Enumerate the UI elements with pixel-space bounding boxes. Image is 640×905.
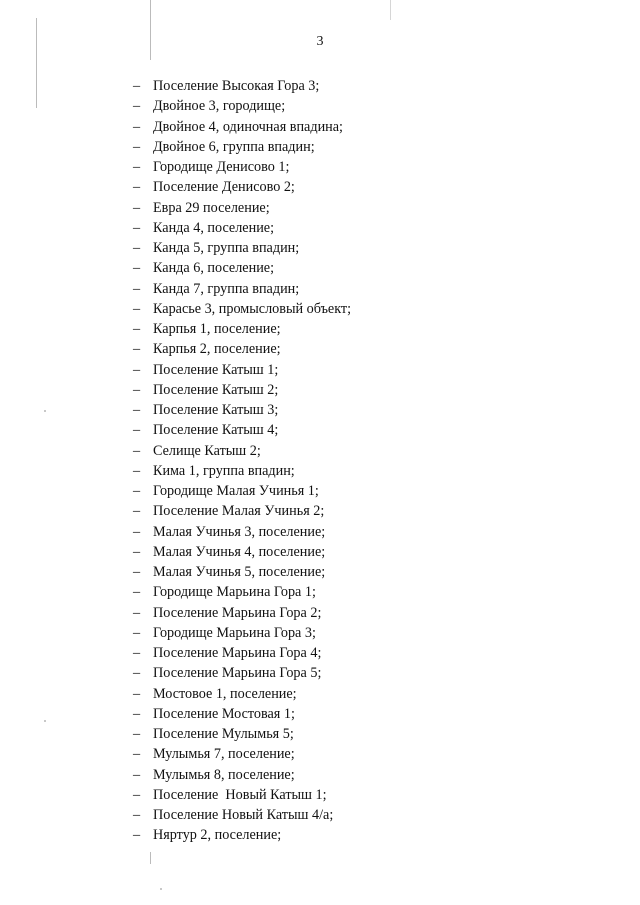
list-item xyxy=(133,441,351,461)
list-dash: – xyxy=(133,280,141,297)
list-item-text: Двойное 6, группа впадин; xyxy=(153,138,315,155)
list-dash: – xyxy=(133,726,141,742)
list-dash: – xyxy=(133,361,141,378)
scan-artifact-dot xyxy=(44,410,46,412)
list-item-text: Мулымья 8, поселение; xyxy=(153,766,295,783)
list-item-text: Городище Марьина Гора 1; xyxy=(153,584,316,601)
list-item-text: Поселение Денисово 2; xyxy=(153,179,295,196)
list-item-text: Малая Учинья 5, поселение; xyxy=(153,564,326,580)
list-item xyxy=(133,501,351,521)
list-dash: – xyxy=(133,807,141,823)
list-item xyxy=(133,360,351,380)
scan-artifact-line xyxy=(150,0,151,60)
list-item xyxy=(133,765,351,785)
list-dash: – xyxy=(133,746,141,763)
list-item xyxy=(133,177,351,197)
list-item xyxy=(133,279,351,299)
list-item-text: Городище Малая Учинья 1; xyxy=(153,483,319,499)
heritage-sites-list xyxy=(133,76,351,846)
page-number: 3 xyxy=(316,34,324,49)
list-item-text: Евра 29 поселение; xyxy=(153,199,270,216)
list-item xyxy=(133,461,351,481)
list-item xyxy=(133,96,351,116)
list-item xyxy=(133,805,351,825)
list-item-text: Поселение Новый Катыш 1; xyxy=(153,786,327,803)
list-item xyxy=(133,198,351,218)
scan-artifact-dot xyxy=(44,720,46,722)
list-item-text: Поселение Катыш 3; xyxy=(153,402,279,418)
list-dash: – xyxy=(133,381,141,398)
list-item-text: Городище Денисово 1; xyxy=(153,159,290,175)
list-dash: – xyxy=(133,827,141,844)
list-item xyxy=(133,522,351,542)
list-dash: – xyxy=(133,240,141,256)
list-dash: – xyxy=(133,665,141,682)
list-item xyxy=(133,299,351,319)
list-dash: – xyxy=(133,766,141,783)
list-dash: – xyxy=(133,503,141,520)
list-dash: – xyxy=(133,584,141,601)
list-dash: – xyxy=(133,179,141,196)
list-item-text: Малая Учинья 4, поселение; xyxy=(153,543,326,560)
list-dash: – xyxy=(133,260,141,277)
list-item-text: Поселение Марьина Гора 5; xyxy=(153,665,322,682)
list-item xyxy=(133,481,351,501)
list-dash: – xyxy=(133,685,141,702)
list-item-text: Поселение Катыш 1; xyxy=(153,361,279,378)
list-item-text: Поселение Новый Катыш 4/а; xyxy=(153,807,334,823)
list-item-text: Поселение Катыш 2; xyxy=(153,381,279,398)
scan-artifact-dot xyxy=(160,888,162,890)
list-item xyxy=(133,744,351,764)
list-item xyxy=(133,542,351,562)
list-item-text: Канда 7, группа впадин; xyxy=(153,280,300,297)
list-dash: – xyxy=(133,78,141,94)
list-dash: – xyxy=(133,705,141,722)
list-dash: – xyxy=(133,159,141,175)
list-dash: – xyxy=(133,341,141,358)
list-item xyxy=(133,420,351,440)
list-item-text: Поселение Мулымья 5; xyxy=(153,726,294,742)
scan-artifact-line xyxy=(150,852,151,864)
list-item xyxy=(133,785,351,805)
list-dash: – xyxy=(133,462,141,479)
list-item xyxy=(133,258,351,278)
list-item xyxy=(133,400,351,420)
list-item xyxy=(133,157,351,177)
list-dash: – xyxy=(133,543,141,560)
list-item-text: Селище Катыш 2; xyxy=(153,442,261,459)
list-dash: – xyxy=(133,786,141,803)
list-item xyxy=(133,339,351,359)
list-item-text: Поселение Высокая Гора 3; xyxy=(153,78,320,94)
list-item-text: Карпья 1, поселение; xyxy=(153,321,281,337)
list-item xyxy=(133,623,351,643)
list-item xyxy=(133,704,351,724)
list-item-text: Канда 5, группа впадин; xyxy=(153,240,300,256)
list-item-text: Поселение Малая Учинья 2; xyxy=(153,503,325,520)
list-item xyxy=(133,663,351,683)
list-item xyxy=(133,684,351,704)
list-dash: – xyxy=(133,604,141,621)
list-item-text: Карпья 2, поселение; xyxy=(153,341,281,358)
list-item xyxy=(133,825,351,845)
list-dash: – xyxy=(133,199,141,216)
list-item xyxy=(133,380,351,400)
list-item-text: Поселение Марьина Гора 4; xyxy=(153,645,322,661)
list-dash: – xyxy=(133,483,141,499)
scan-artifact-line xyxy=(390,0,391,20)
scan-artifact-line xyxy=(36,18,37,108)
list-item-text: Няртур 2, поселение; xyxy=(153,827,282,844)
list-dash: – xyxy=(133,300,141,317)
list-dash: – xyxy=(133,442,141,459)
list-item-text: Канда 4, поселение; xyxy=(153,219,275,236)
list-item xyxy=(133,603,351,623)
list-item-text: Карасье 3, промысловый объект; xyxy=(153,300,352,317)
list-item-text: Мостовое 1, поселение; xyxy=(153,685,297,702)
list-item xyxy=(133,562,351,582)
list-dash: – xyxy=(133,118,141,135)
list-item-text: Канда 6, поселение; xyxy=(153,260,275,277)
list-dash: – xyxy=(133,422,141,439)
list-dash: – xyxy=(133,624,141,641)
list-dash: – xyxy=(133,645,141,661)
list-dash: – xyxy=(133,98,141,115)
list-item-text: Кима 1, группа впадин; xyxy=(153,462,295,479)
list-item-text: Городище Марьина Гора 3; xyxy=(153,624,316,641)
list-item xyxy=(133,238,351,258)
list-dash: – xyxy=(133,402,141,418)
list-item xyxy=(133,218,351,238)
list-dash: – xyxy=(133,321,141,337)
list-item-text: Поселение Катыш 4; xyxy=(153,422,279,439)
list-item-text: Поселение Мостовая 1; xyxy=(153,705,295,722)
list-item-text: Поселение Марьина Гора 2; xyxy=(153,604,322,621)
list-item xyxy=(133,643,351,663)
list-item xyxy=(133,76,351,96)
list-item xyxy=(133,319,351,339)
list-item xyxy=(133,117,351,137)
list-item-text: Малая Учинья 3, поселение; xyxy=(153,523,326,540)
list-item-text: Двойное 4, одиночная впадина; xyxy=(153,118,343,135)
list-item xyxy=(133,137,351,157)
list-dash: – xyxy=(133,138,141,155)
list-item xyxy=(133,724,351,744)
list-dash: – xyxy=(133,219,141,236)
list-item-text: Мулымья 7, поселение; xyxy=(153,746,295,763)
list-dash: – xyxy=(133,564,141,580)
list-item-text: Двойное 3, городище; xyxy=(153,98,286,115)
list-item xyxy=(133,582,351,602)
list-dash: – xyxy=(133,523,141,540)
